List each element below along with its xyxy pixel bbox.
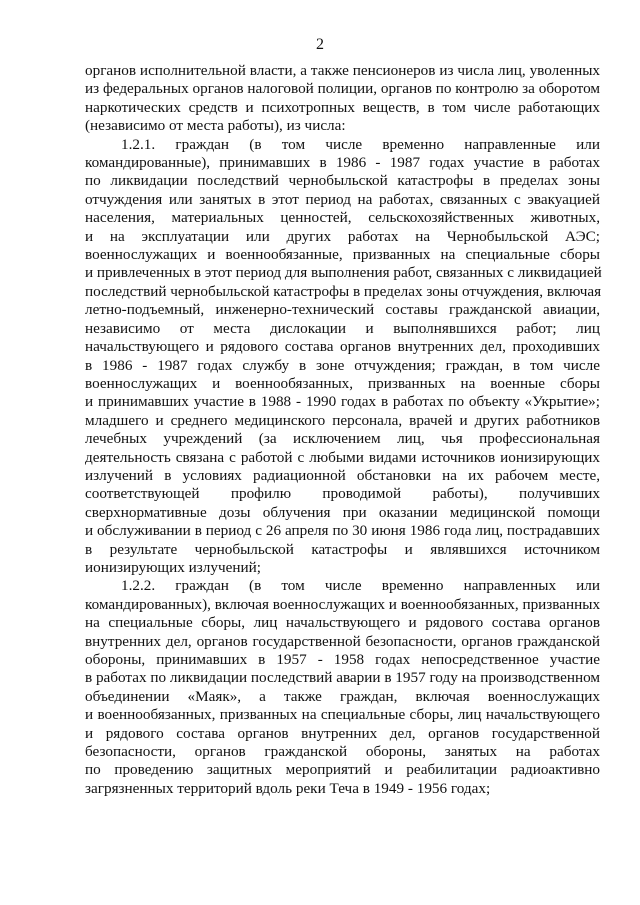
text-line: загрязненных территорий вдоль реки Теча в 1949 - 1956 годах; (85, 779, 491, 797)
text-line: (независимо от места работы), из числа: (85, 117, 346, 135)
document-body (85, 62, 600, 798)
text-line: в работах по ликвидации последствий аварии в 1957 году на производственном (85, 669, 601, 687)
text-line: командированные), принимавших в 1986 - 1987 годах участие в работах (85, 154, 600, 172)
text-line: независимо от места дислокации и выполнявшихся работ; лиц (85, 319, 600, 337)
text-line: по проведению защитных мероприятий и реабилитации радиоактивно (85, 761, 600, 779)
text-line: ионизирующих излучений; (85, 558, 261, 576)
text-line: безопасности, органов гражданской обороны, занятых на работах (85, 743, 600, 761)
text-line: 1.2.1. граждан (в том числе временно направленные или (121, 135, 600, 153)
text-line: и рядового состава органов внутренних дел, органов государственной (85, 724, 600, 742)
text-line: и военнообязанных, призванных на специальные сборы, лиц начальствующего (85, 706, 600, 724)
text-line: на специальные сборы, лиц начальствующего и рядового состава органов (85, 614, 600, 632)
text-line: излучений в условиях радиационной обстановки на их рабочем месте, (85, 466, 600, 484)
text-line: наркотических средств и психотропных веществ, в том числе работающих (85, 98, 600, 116)
text-line: по ликвидации последствий чернобыльской катастрофы в пределах зоны (85, 172, 600, 190)
text-line: командированных), включая военнослужащих и военнообязанных, призванных (85, 595, 601, 613)
text-line: младшего и среднего медицинского персонала, врачей и других работников (85, 411, 600, 429)
paragraph-1-2-2 (85, 577, 600, 798)
text-line: органов исполнительной власти, а также пенсионеров из числа лиц, уволенных (85, 62, 600, 79)
text-line: соответствующей профилю проводимой работы), получивших (85, 485, 600, 503)
text-line: сверхнормативные дозы облучения при оказании медицинской помощи (85, 503, 600, 521)
text-line: и принимавших участие в 1988 - 1990 годах в работах по объекту «Укрытие»; (85, 393, 600, 411)
text-line: 1.2.2. граждан (в том числе временно направленных или (121, 577, 600, 595)
text-line: военнослужащих и военнообязанные, призванных на специальные сборы (85, 246, 600, 264)
text-line: и на эксплуатации или других работах на Чернобыльской АЭС; (85, 227, 600, 245)
paragraph-intro (85, 62, 600, 136)
text-line: обороны, принимавших в 1957 - 1958 годах непосредственное участие (85, 651, 600, 668)
paragraph-1-2-1 (85, 136, 600, 578)
text-line: в 1986 - 1987 годах службу в зоне отчуждения; граждан, в том числе (85, 356, 600, 374)
text-line: деятельность связана с работой с любыми видами источников ионизирующих (85, 448, 600, 466)
text-line: летно-подъемный, инженерно-технический составы гражданской авиации, (85, 301, 600, 319)
page-number: 2 (316, 36, 324, 53)
text-line: внутренних дел, органов государственной безопасности, органов гражданской (85, 632, 600, 650)
text-line: лечебных учреждений (за исключением лиц, чья профессиональная (85, 430, 600, 448)
text-line: отчуждения или занятых в этот период на работах, связанных с эвакуацией (85, 190, 600, 208)
text-line: и обслуживании в период с 26 апреля по 30 июня 1986 года лиц, пострадавших (85, 522, 600, 540)
text-line: в результате чернобыльской катастрофы и являвшихся источником (85, 540, 600, 558)
text-line: начальствующего и рядового состава органов внутренних дел, проходивших (85, 338, 600, 356)
text-line: и привлеченных в этот период для выполнения работ, связанных с ликвидацией (85, 264, 602, 282)
text-line: последствий чернобыльской катастрофы в пределах зоны отчуждения, включая (85, 282, 602, 300)
text-line: населения, материальных ценностей, сельскохозяйственных животных, (85, 209, 600, 227)
text-line: военнослужащих и военнообязанных, призванных на военные сборы (85, 374, 600, 392)
text-line: из федеральных органов налоговой полиции, органов по контролю за оборотом (85, 80, 600, 98)
text-line: объединении «Маяк», а также граждан, включая военнослужащих (85, 687, 600, 705)
